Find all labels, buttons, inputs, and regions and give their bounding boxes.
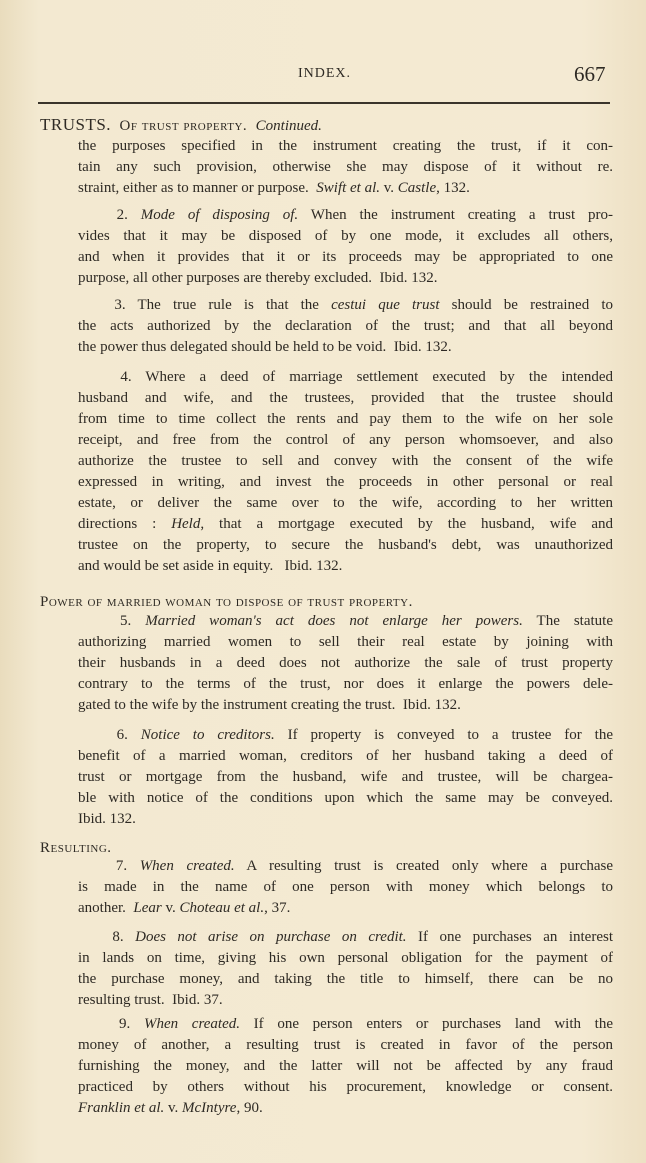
text-segment: If property is conveyed to a trustee for the — [274, 727, 613, 743]
text-segment: and would be set aside in equity. Ibid. 132. — [78, 558, 343, 574]
text-segment: expressed in writing, and invest the proceeds in other personal or real — [78, 474, 613, 490]
text-line — [78, 877, 613, 898]
text-line — [78, 969, 613, 990]
text-line — [78, 898, 613, 919]
para-4 — [78, 367, 613, 577]
text-segment: purpose, all other purposes are thereby excluded. Ibid. 132. — [78, 270, 438, 286]
text-line — [78, 295, 613, 316]
text-line — [78, 611, 613, 632]
text-line — [78, 157, 613, 178]
italic-text: Notice to creditors. — [140, 727, 275, 743]
text-line — [78, 856, 613, 877]
text-segment: tain any such provision, otherwise she may dispose of it without re. — [78, 159, 613, 175]
text-segment: 7. — [78, 858, 140, 874]
text-segment: from time to time collect the rents and pay them to the wife on her sole — [78, 411, 613, 427]
para-1 — [78, 136, 613, 199]
italic-text: Held — [171, 516, 201, 532]
text-line — [78, 725, 613, 746]
text-segment: When the instrument creating a trust pro- — [298, 207, 614, 223]
text-segment: their husbands in a deed does not authorize the sale of trust property — [78, 655, 613, 671]
para-6 — [78, 725, 613, 830]
text-segment: vides that it may be disposed of by one mode, it excludes all others, — [78, 228, 613, 244]
italic-text: Continued. — [255, 118, 322, 134]
text-segment: directions : — [78, 516, 172, 532]
text-line — [78, 809, 613, 830]
text-segment: If one person enters or purchases land with the — [239, 1016, 614, 1032]
text-line — [78, 451, 613, 472]
trusts-heading — [40, 114, 580, 135]
text-line — [78, 674, 613, 695]
text-segment: , that a mortgage executed by the husband, wife and — [200, 516, 613, 532]
text-segment: 9. — [78, 1016, 144, 1032]
text-segment: v. — [380, 180, 398, 196]
text-line — [78, 514, 613, 535]
text-segment: estate, or deliver the same over to the wife, according to her written — [78, 495, 613, 511]
power-heading — [40, 592, 560, 613]
para-7 — [78, 856, 613, 919]
text-segment: trust or mortgage from the husband, wife and trustee, will be chargea- — [78, 769, 613, 785]
text-segment: 5. — [78, 613, 146, 629]
text-line — [40, 592, 560, 613]
text-segment: ble with notice of the conditions upon which the same may be conveyed. — [78, 790, 613, 806]
text-line — [78, 535, 613, 556]
text-segment: another. — [78, 900, 134, 916]
text-segment: contrary to the terms of the trust, nor does it enlarge the powers dele- — [78, 676, 613, 692]
text-segment: v. — [164, 1100, 183, 1116]
text-line — [40, 114, 580, 135]
text-segment: TRUSTS. — [40, 115, 112, 134]
text-line — [78, 1056, 613, 1077]
text-segment: money of another, a resulting trust is created in favor of the person — [78, 1037, 613, 1053]
text-line — [78, 367, 613, 388]
header-title: INDEX. — [298, 66, 352, 81]
text-segment: If one purchases an interest — [406, 929, 613, 945]
text-line — [78, 695, 613, 716]
text-segment: Ibid. 132. — [78, 811, 136, 827]
italic-text: Castle — [397, 180, 437, 196]
small-caps-text: Power of married woman to dispose of trust property. — [40, 594, 413, 610]
text-line — [78, 316, 613, 337]
text-segment: the acts authorized by the declaration of the trust; and that all beyond — [78, 318, 613, 334]
text-line — [78, 1077, 613, 1098]
italic-text: cestui que trust — [331, 297, 440, 313]
text-line — [78, 1014, 613, 1035]
text-segment: should be restrained to — [439, 297, 614, 313]
text-segment: the purposes specified in the instrument creating the trust, if it con- — [78, 138, 613, 154]
text-segment: 4. Where a deed of marriage settlement executed by the intended — [78, 369, 613, 385]
text-segment: practiced by others without his procurement, knowledge or consent. — [78, 1079, 613, 1095]
text-segment: authorizing married women to sell their real estate by joining with — [78, 634, 613, 650]
para-8 — [78, 927, 613, 1011]
text-line — [78, 409, 613, 430]
italic-text: Does not arise on purchase on credit. — [135, 929, 407, 945]
text-line — [78, 767, 613, 788]
text-segment: gated to the wife by the instrument creating the trust. Ibid. 132. — [78, 697, 461, 713]
text-segment: straint, either as to manner or purpose. — [78, 180, 317, 196]
text-line — [78, 268, 613, 289]
page-number: 667 — [574, 62, 606, 86]
italic-text: When created. — [143, 1016, 240, 1032]
text-line — [78, 178, 613, 199]
text-line — [78, 746, 613, 767]
text-segment: trustee on the property, to secure the husband's debt, was unauthorized — [78, 537, 613, 553]
text-segment: authorize the trustee to sell and convey with the consent of the wife — [78, 453, 613, 469]
text-segment: receipt, and free from the control of any person whomsoever, and also — [78, 432, 613, 448]
text-segment: husband and wife, and the trustees, provided that the trustee should — [78, 390, 613, 406]
italic-text: Married woman's act does not enlarge her powers. — [145, 613, 523, 629]
para-9 — [78, 1014, 613, 1119]
text-line — [78, 1035, 613, 1056]
text-segment: The statute — [522, 613, 614, 629]
text-segment: A resulting trust is created only where a purchase — [234, 858, 613, 874]
text-line — [78, 226, 613, 247]
para-5 — [78, 611, 613, 716]
text-line — [78, 556, 613, 577]
text-segment: benefit of a married woman, creditors of her husband taking a deed of — [78, 748, 613, 764]
text-line — [78, 788, 613, 809]
text-segment: the purchase money, and taking the title to himself, there can be no — [78, 971, 613, 987]
text-line — [78, 388, 613, 409]
text-line — [78, 927, 613, 948]
para-3 — [78, 295, 613, 358]
text-segment: resulting trust. Ibid. 37. — [78, 992, 223, 1008]
italic-text: Franklin et al. — [78, 1100, 165, 1116]
text-segment: is made in the name of one person with money which belongs to — [78, 879, 613, 895]
text-segment: , 90. — [236, 1100, 263, 1116]
text-segment: in lands on time, giving his own personal obligation for the payment of — [78, 950, 613, 966]
small-caps-text: Resulting. — [40, 840, 112, 856]
italic-text: Swift et al. — [316, 180, 381, 196]
italic-text: Lear — [133, 900, 162, 916]
text-segment: 3. The true rule is that the — [78, 297, 332, 313]
italic-text: Mode of disposing of. — [140, 207, 299, 223]
text-line — [78, 205, 613, 226]
text-segment: furnishing the money, and the latter will not be affected by any fraud — [78, 1058, 613, 1074]
text-line — [78, 653, 613, 674]
text-segment: v. — [161, 900, 180, 916]
text-segment: , 37. — [264, 900, 291, 916]
para-2 — [78, 205, 613, 289]
italic-text: Choteau et al. — [179, 900, 265, 916]
text-line — [78, 136, 613, 157]
text-line — [78, 247, 613, 268]
text-line — [78, 948, 613, 969]
text-line — [78, 632, 613, 653]
text-segment: 8. — [78, 929, 136, 945]
text-line — [78, 493, 613, 514]
text-line — [78, 430, 613, 451]
text-segment: 6. — [78, 727, 141, 743]
italic-text: When created. — [139, 858, 235, 874]
text-line — [78, 1098, 613, 1119]
text-segment: 2. — [78, 207, 141, 223]
text-line — [78, 990, 613, 1011]
header-rule — [38, 102, 610, 104]
small-caps-text: Of trust property. — [111, 118, 256, 134]
text-segment: , 132. — [436, 180, 470, 196]
text-line — [78, 337, 613, 358]
italic-text: McIntyre — [182, 1100, 237, 1116]
text-line — [78, 472, 613, 493]
text-segment: and when it provides that it or its proceeds may be appropriated to one — [78, 249, 613, 265]
text-segment: the power thus delegated should be held to be void. Ibid. 132. — [78, 339, 452, 355]
